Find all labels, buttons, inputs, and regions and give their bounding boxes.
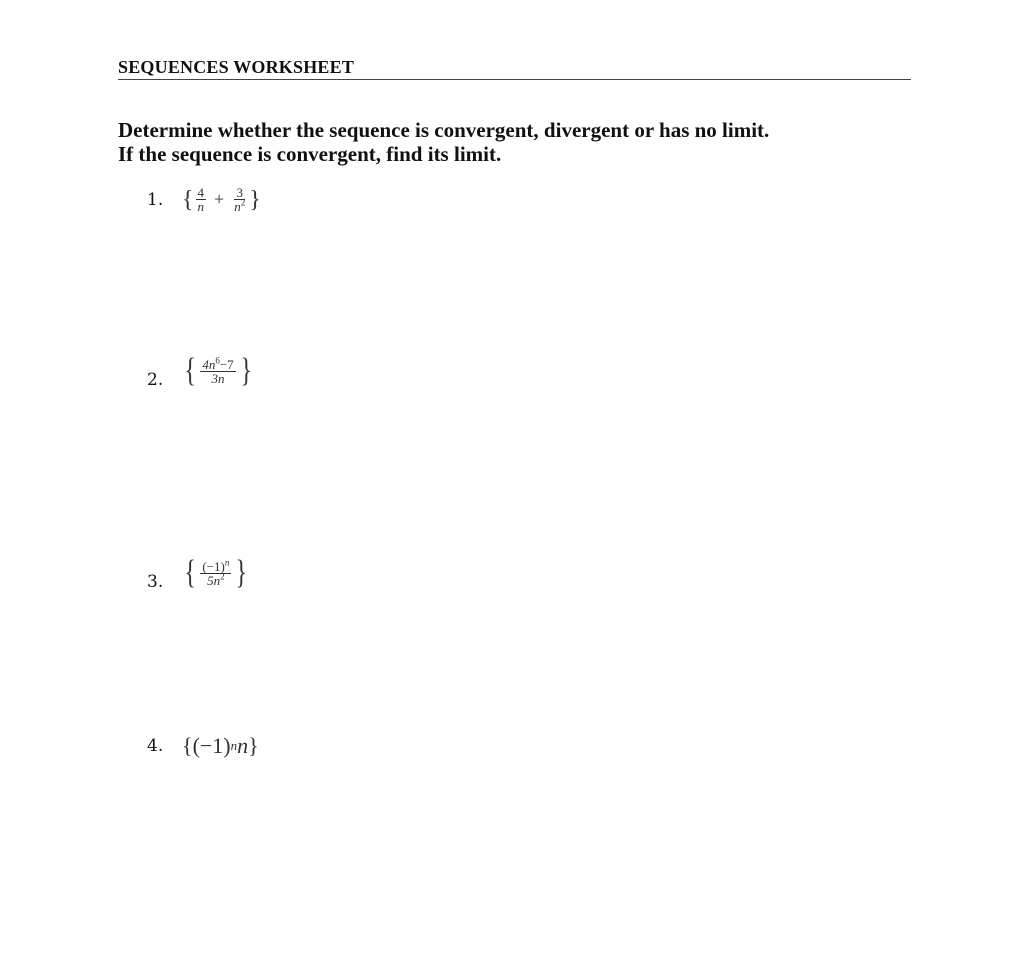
problem-3	[147, 554, 250, 592]
fraction	[196, 186, 207, 213]
title-divider	[118, 79, 911, 80]
left-brace: {	[182, 186, 194, 213]
left-brace: {	[182, 733, 193, 758]
sequence-expression	[182, 186, 261, 213]
sequence-expression	[182, 556, 250, 590]
left-brace: {	[184, 352, 196, 389]
denominator: $5n^2$	[207, 571, 225, 588]
fraction	[232, 186, 247, 213]
denominator: 3n	[211, 370, 225, 386]
numerator: $4n^6-7$	[202, 355, 234, 372]
instructions	[118, 118, 918, 166]
denominator: $n^2$	[234, 197, 246, 214]
problem-1	[147, 186, 261, 213]
expression-exponent: n	[230, 738, 238, 753]
problem-4	[147, 733, 259, 759]
expression-tail: n	[237, 733, 249, 758]
expression-base: (−1)	[192, 733, 231, 758]
right-brace: }	[240, 352, 252, 389]
problem-2	[147, 352, 254, 390]
fraction	[200, 355, 235, 386]
sequence-expression	[182, 354, 254, 388]
sequence-expression	[182, 733, 259, 759]
problem-number: 2.	[147, 370, 164, 390]
right-brace: }	[248, 733, 259, 758]
right-brace: }	[249, 186, 261, 213]
problem-number: 3.	[147, 572, 164, 592]
instructions-line-2: If the sequence is convergent, find its limit.	[118, 142, 502, 166]
numerator: 3	[236, 185, 243, 200]
left-brace: {	[184, 554, 196, 591]
plus-operator: +	[214, 189, 225, 209]
fraction	[200, 557, 231, 588]
numerator: $(-1)^n$	[202, 557, 230, 574]
problem-number: 1.	[147, 189, 164, 210]
denominator: n	[197, 199, 205, 214]
numerator: 4	[197, 185, 205, 200]
right-brace: }	[235, 554, 248, 591]
worksheet-title: SEQUENCES WORKSHEET	[118, 57, 355, 77]
instructions-line-1: Determine whether the sequence is convergent, divergent or has no limit.	[118, 118, 770, 142]
problem-number: 4.	[147, 736, 164, 756]
